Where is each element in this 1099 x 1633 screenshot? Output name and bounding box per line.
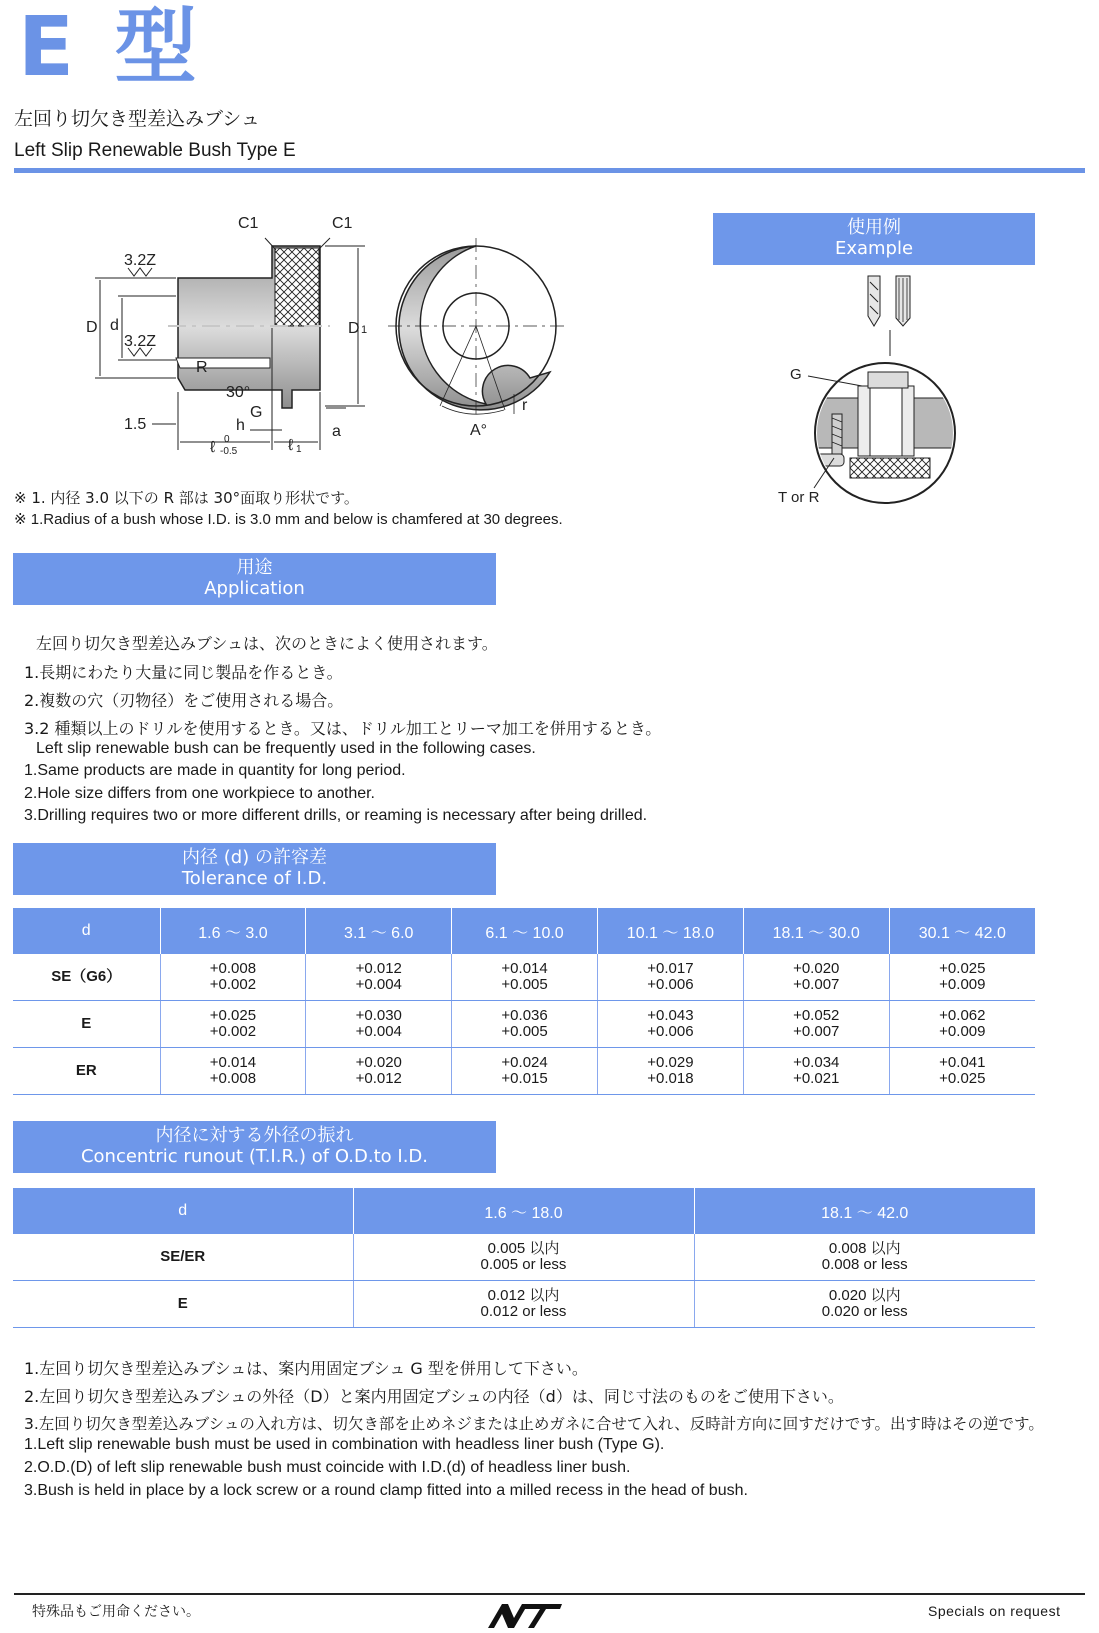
tolerance-cell-value: +0.020 [793,960,840,977]
tolerance-cell-value: +0.009 [939,976,986,993]
label-l-tol-top: 0 [224,434,230,445]
runout-cell-value: 0.005 or less [480,1256,567,1273]
example-header [713,213,1035,265]
label-h: h [236,417,245,434]
tolerance-cell-value: +0.034 [793,1054,840,1071]
application-title-en: Application [204,578,305,599]
tolerance-cell [597,1001,743,1048]
usage-line-en-0: 1.Left slip renewable bush must be used in combination with headless liner bush (Type G). [24,1436,665,1453]
label-roughness-bottom: 3.2Z [124,333,157,350]
runout-cell-value: 0.020 以内 [828,1287,901,1304]
label-r: r [522,397,528,414]
tolerance-cell-value: +0.005 [501,976,548,993]
tolerance-header-row [13,908,1035,954]
tolerance-cell [306,954,452,1001]
tolerance-cell [160,954,306,1001]
application-line-jp-1: 1.長期にわたり大量に同じ製品を作るとき。 [24,663,343,682]
note-jp: ※ 1. 内径 3.0 以下の R 部は 30°面取り形状です。 [14,489,359,507]
tolerance-row-label: E [13,1001,160,1048]
runout-cell-value: 0.008 以内 [828,1240,901,1257]
example-title-jp: 使用例 [847,217,901,238]
bush-end-view [388,238,564,414]
label-R: R [196,359,208,376]
note-en: ※ 1.Radius of a bush whose I.D. is 3.0 mm and below is chamfered at 30 degrees. [14,511,563,528]
runout-cell-value: 0.008 or less [821,1256,908,1273]
tolerance-cell-value: +0.005 [501,1023,548,1040]
tolerance-cell-value: +0.015 [501,1070,548,1087]
runout-cell [694,1234,1035,1281]
example-label-g: G [790,366,802,383]
application-line-en-2: 2.Hole size differs from one workpiece to another. [24,785,375,802]
application-line-jp-0: 左回り切欠き型差込みブシュは、次のときによく使用されます。 [36,634,498,653]
footer-specials-jp: 特殊品もご用命ください。 [32,1604,200,1620]
example-title-en: Example [834,238,914,259]
label-D: D [86,319,98,336]
label-A: A° [470,422,488,439]
tolerance-cell-value: +0.002 [209,976,257,993]
label-c1-left: C1 [238,215,259,232]
tolerance-cell-value: +0.008 [209,960,257,977]
tolerance-row-label: ER [13,1048,160,1095]
label-D1: D [348,320,360,337]
tolerance-cell [452,1001,598,1048]
label-l: ℓ [210,439,216,456]
runout-cell-value: 0.020 or less [821,1303,908,1320]
tolerance-cell [743,1048,889,1095]
runout-title-jp: 内径に対する外径の振れ [155,1125,354,1146]
tolerance-cell-value: +0.025 [939,1070,986,1087]
tolerance-col-header: d [13,908,160,954]
tolerance-cell-value: +0.017 [647,960,694,977]
tolerance-cell [160,1001,306,1048]
tolerance-cell-value: +0.043 [647,1007,694,1024]
tolerance-cell-value: +0.052 [793,1007,840,1024]
label-G: G [250,404,263,421]
tolerance-cell [889,954,1035,1001]
runout-cell [694,1281,1035,1328]
tolerance-cell [597,954,743,1001]
tolerance-cell-value: +0.012 [355,1070,402,1087]
subtitle-jp: 左回り切欠き型差込みブシュ [14,108,260,130]
tolerance-cell-value: +0.004 [355,976,402,993]
tolerance-cell [306,1048,452,1095]
tolerance-cell-value: +0.025 [209,1007,257,1024]
tolerance-cell [889,1001,1035,1048]
tolerance-col-header: 3.1 ～ 6.0 [306,908,452,954]
subtitle-en: Left Slip Renewable Bush Type E [14,140,296,161]
tolerance-title-en: Tolerance of I.D. [181,868,328,889]
tolerance-cell-value: +0.007 [793,1023,840,1040]
tolerance-cell-value: +0.025 [939,960,986,977]
label-roughness-top: 3.2Z [124,252,157,269]
tolerance-cell-value: +0.014 [209,1054,257,1071]
footer-rule [14,1593,1085,1595]
runout-title-en: Concentric runout (T.I.R.) of O.D.to I.D. [80,1146,429,1167]
page-title: E 型 [18,0,203,95]
runout-row [13,1234,1035,1281]
runout-cell-value: 0.012 or less [480,1303,567,1320]
runout-cell-value: 0.012 以内 [487,1287,560,1304]
label-l1-sub: 1 [296,444,302,455]
tolerance-col-header: 18.1 ～ 30.0 [743,908,889,954]
runout-header-row [13,1188,1035,1234]
tolerance-cell [597,1048,743,1095]
tolerance-cell-value: +0.041 [939,1054,986,1071]
label-l1: ℓ [288,437,294,454]
usage-line-en-1: 2.O.D.(D) of left slip renewable bush must coincide with I.D.(d) of headless liner bush. [24,1459,631,1476]
nt-logo [484,1600,564,1630]
tolerance-cell [743,954,889,1001]
usage-line-jp-1: 2.左回り切欠き型差込みブシュの外径（D）と案内用固定ブシュの内径（d）は、同じ寸法のものをご使用下さい。 [24,1387,844,1406]
label-1-5: 1.5 [124,416,147,433]
runout-col-header: d [13,1188,353,1234]
label-d: d [110,317,119,334]
tolerance-cell-value: +0.036 [501,1007,548,1024]
application-line-en-1: 1.Same products are made in quantity for long period. [24,762,406,779]
tolerance-cell-value: +0.006 [647,1023,694,1040]
tolerance-cell [743,1001,889,1048]
tolerance-cell-value: +0.018 [647,1070,694,1087]
header-rule [14,168,1085,173]
tolerance-cell-value: +0.009 [939,1023,986,1040]
tolerance-cell [889,1048,1035,1095]
runout-col-header: 18.1 ～ 42.0 [694,1188,1035,1234]
tolerance-cell-value: +0.029 [647,1054,694,1071]
tolerance-cell-value: +0.002 [209,1023,257,1040]
runout-col-header: 1.6 ～ 18.0 [353,1188,694,1234]
usage-line-jp-2: 3.左回り切欠き型差込みブシュの入れ方は、切欠き部を止めネジまたは止めガネに合せて入れ、反時計方向に回すだけです。出す時はその逆です。 [24,1415,1044,1433]
tolerance-cell-value: +0.008 [209,1070,257,1087]
tolerance-table [13,908,1035,1095]
footer-specials-en: Specials on request [928,1603,1061,1619]
usage-line-jp-0: 1.左回り切欠き型差込みブシュは、案内用固定ブシュ G 型を併用して下さい。 [24,1359,588,1378]
application-header [13,553,496,605]
runout-cell [353,1281,694,1328]
label-a: a [332,423,341,440]
tolerance-cell [452,1048,598,1095]
tolerance-cell-value: +0.021 [793,1070,840,1087]
application-line-jp-3: 3.2 種類以上のドリルを使用するとき。又は、ドリル加工とリーマ加工を併用するとき。 [24,719,662,738]
tolerance-cell-value: +0.004 [355,1023,402,1040]
example-label-tr: T or R [778,489,820,506]
application-line-en-0: Left slip renewable bush can be frequently used in the following cases. [36,740,536,757]
runout-row-label: SE/ER [13,1234,353,1281]
tolerance-row [13,1048,1035,1095]
application-line-en-3: 3.Drilling requires two or more different drills, or reaming is necessary after being drilled. [24,807,648,824]
label-l-tol-bottom: -0.5 [220,446,238,457]
tolerance-row-label: SE（G6） [13,954,160,1001]
tolerance-cell-value: +0.062 [939,1007,986,1024]
runout-header [13,1121,496,1173]
label-c1-right: C1 [332,215,353,232]
tolerance-cell-value: +0.014 [501,960,548,977]
label-angle: 30° [226,384,251,401]
tolerance-cell [452,954,598,1001]
runout-table [13,1188,1035,1328]
tolerance-row [13,1001,1035,1048]
runout-row-label: E [13,1281,353,1328]
tolerance-col-header: 1.6 ～ 3.0 [160,908,306,954]
tolerance-col-header: 10.1 ～ 18.0 [597,908,743,954]
tolerance-cell [306,1001,452,1048]
usage-line-en-2: 3.Bush is held in place by a lock screw or a round clamp fitted into a milled recess in the head of bush. [24,1482,748,1499]
tolerance-cell-value: +0.006 [647,976,694,993]
example-illustration [770,268,970,508]
tolerance-cell [160,1048,306,1095]
runout-row [13,1281,1035,1328]
tolerance-col-header: 30.1 ～ 42.0 [889,908,1035,954]
tolerance-cell-value: +0.030 [355,1007,402,1024]
tolerance-cell-value: +0.007 [793,976,840,993]
tolerance-header [13,843,496,895]
tolerance-cell-value: +0.020 [355,1054,402,1071]
bush-technical-drawing [0,200,700,470]
tolerance-col-header: 6.1 ～ 10.0 [452,908,598,954]
application-title-jp: 用途 [236,557,273,578]
tolerance-row [13,954,1035,1001]
runout-cell-value: 0.005 以内 [487,1240,560,1257]
tolerance-cell-value: +0.012 [355,960,402,977]
label-D1-sub: 1 [361,324,368,336]
runout-cell [353,1234,694,1281]
application-line-jp-2: 2.複数の穴（刃物径）をご使用される場合。 [24,691,344,710]
tolerance-cell-value: +0.024 [501,1054,548,1071]
tolerance-title-jp: 内径 (d) の許容差 [182,847,327,868]
